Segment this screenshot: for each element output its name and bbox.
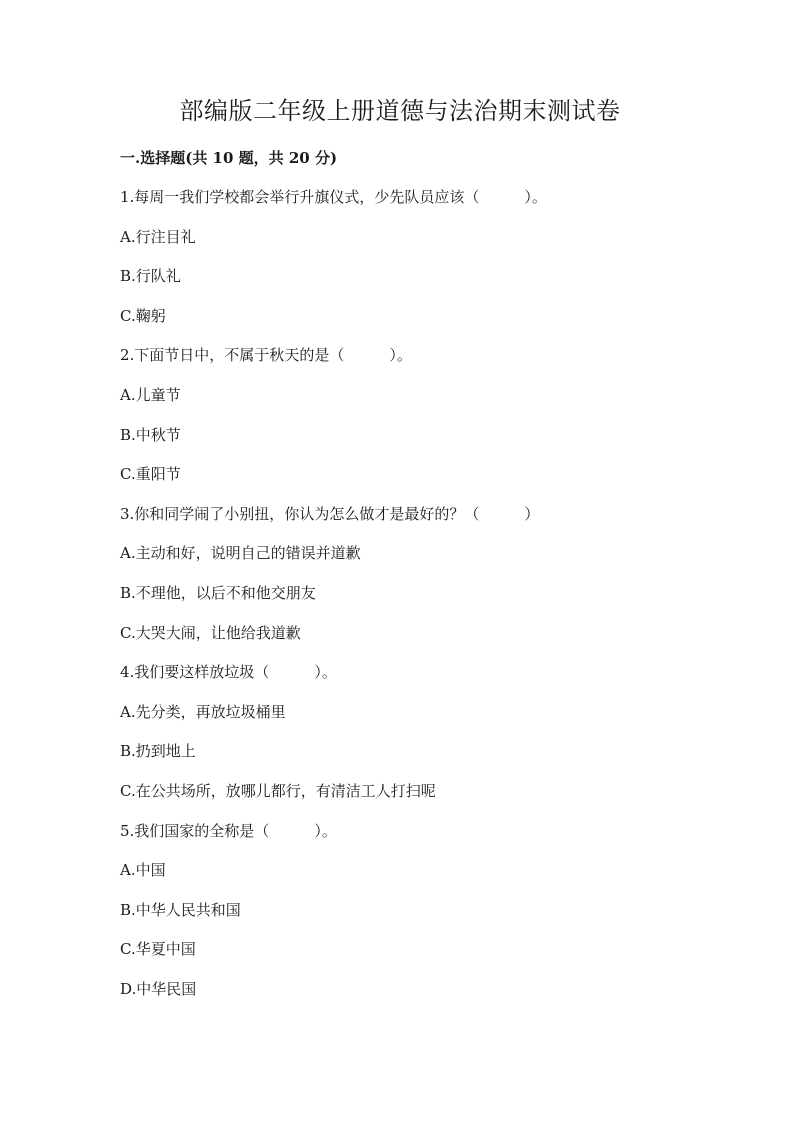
question-3-option-b: B.不理他，以后不和他交朋友 bbox=[120, 583, 316, 602]
question-2-text: 2.下面节日中，不属于秋天的是（ ）。 bbox=[120, 346, 412, 365]
question-2-option-a: A.儿童节 bbox=[120, 385, 181, 404]
question-4-option-a: A.先分类，再放垃圾桶里 bbox=[120, 702, 286, 721]
question-2-option-b: B.中秋节 bbox=[120, 425, 181, 444]
section-heading: 一.选择题(共 10 题，共 20 分) bbox=[120, 149, 338, 167]
question-1-option-c: C.鞠躬 bbox=[120, 306, 166, 325]
exam-title: 部编版二年级上册道德与法治期末测试卷 bbox=[179, 97, 621, 125]
question-list bbox=[120, 186, 720, 1017]
question-3-text: 3.你和同学闹了小别扭，你认为怎么做才是最好的？（ ） bbox=[120, 504, 540, 523]
question-5-option-c: C.华夏中国 bbox=[120, 940, 196, 959]
question-1-text: 1.每周一我们学校都会举行升旗仪式，少先队员应该（ ）。 bbox=[120, 188, 547, 206]
question-5-option-a: A.中国 bbox=[120, 861, 166, 880]
question-2-option-c: C.重阳节 bbox=[120, 465, 181, 484]
question-3-option-a: A.主动和好，说明自己的错误并道歉 bbox=[120, 544, 361, 563]
question-1-option-b: B.行队礼 bbox=[120, 267, 181, 286]
question-5-option-d: D.中华民国 bbox=[120, 979, 197, 998]
question-5-text: 5.我们国家的全称是（ ）。 bbox=[120, 821, 337, 840]
question-5-option-b: B.中华人民共和国 bbox=[120, 900, 241, 919]
question-4-option-b: B.扔到地上 bbox=[120, 742, 196, 761]
question-4-option-c: C.在公共场所，放哪儿都行，有清洁工人打扫呢 bbox=[120, 781, 436, 800]
question-3-option-c: C.大哭大闹，让他给我道歉 bbox=[120, 623, 301, 642]
question-4-text: 4.我们要这样放垃圾（ ）。 bbox=[120, 663, 337, 682]
question-1-option-a: A.行注目礼 bbox=[120, 227, 196, 246]
